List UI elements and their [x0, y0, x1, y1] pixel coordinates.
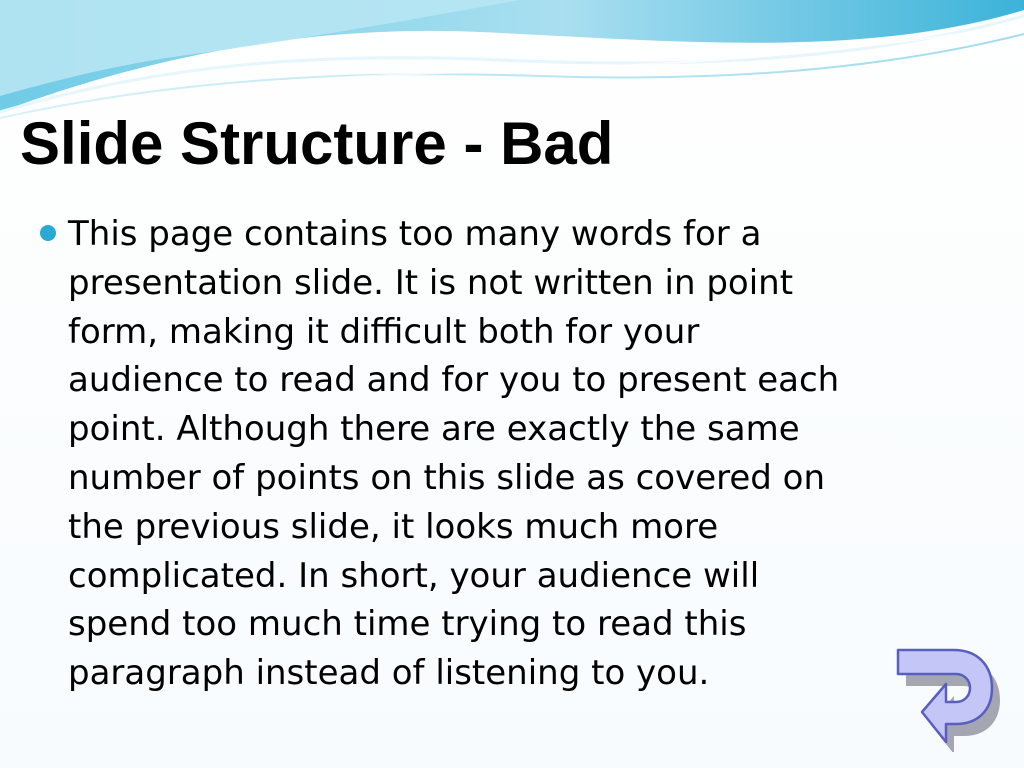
- return-arrow-icon: [898, 650, 1000, 752]
- bullet-list: [38, 210, 918, 698]
- bullet-item: [38, 210, 918, 698]
- bullet-dot-icon: [40, 225, 56, 241]
- bullet-text: This page contains too many words for a presentation slide. It is not written in point form, making it difficult both for your audience to read and for you to present each point. Although there are exactly the same number of points on this slide as covered on the previous slide, it looks much more complicated. In short, your audience will spend too much time trying to read this paragraph instead of listening to you.: [68, 214, 840, 694]
- return-arrow-button[interactable]: [892, 644, 1002, 752]
- slide-title: Slide Structure - Bad: [20, 110, 614, 177]
